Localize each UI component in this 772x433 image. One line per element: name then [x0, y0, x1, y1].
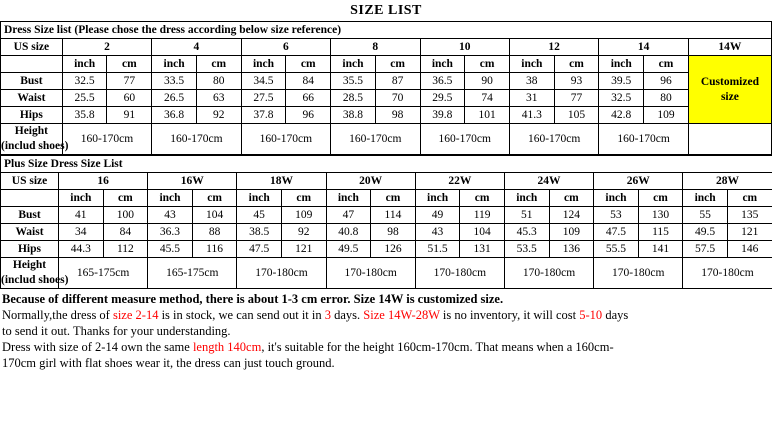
note-4-red-length: length 140cm — [192, 340, 262, 354]
height-value-18w: 170-180cm — [237, 258, 326, 289]
cell: 47 — [326, 207, 371, 224]
cell: 37.8 — [241, 107, 286, 124]
cell: 32.5 — [599, 90, 644, 107]
cell: 104 — [192, 207, 237, 224]
standard-section-heading: Dress Size list (Please chose the dress according below size reference) — [1, 22, 772, 39]
cell: 91 — [107, 107, 152, 124]
cell: 63 — [196, 90, 241, 107]
table-row — [1, 107, 772, 124]
height-value-12: 160-170cm — [509, 124, 598, 155]
height-label-line2: (includ shoes) — [1, 140, 69, 152]
cell: 28.5 — [331, 90, 376, 107]
row-label-bust-plus: Bust — [1, 207, 59, 224]
unit-cm-24w: cm — [549, 190, 594, 207]
size-col-4: 4 — [152, 39, 241, 56]
cell: 93 — [554, 73, 599, 90]
unit-inch-26w: inch — [594, 190, 639, 207]
plus-unit-row — [1, 190, 772, 207]
page-title: SIZE LIST — [350, 3, 422, 18]
cell: 53 — [594, 207, 639, 224]
unit-row-spacer — [1, 56, 63, 73]
cell: 27.5 — [241, 90, 286, 107]
cell: 60 — [107, 90, 152, 107]
cell: 36.8 — [152, 107, 197, 124]
cell: 38.8 — [331, 107, 376, 124]
cell: 39.8 — [420, 107, 465, 124]
cell: 34 — [59, 224, 104, 241]
unit-cm-4: cm — [196, 56, 241, 73]
customized-label-line1: Customized — [700, 75, 759, 88]
size-col-14: 14 — [599, 39, 688, 56]
cell: 115 — [638, 224, 683, 241]
cell: 32.5 — [62, 73, 107, 90]
size-col-8: 8 — [331, 39, 420, 56]
height-value-26w: 170-180cm — [594, 258, 683, 289]
plus-section-heading: Plus Size Dress Size List — [1, 156, 772, 173]
cell: 98 — [375, 107, 420, 124]
cell: 74 — [465, 90, 510, 107]
cell: 29.5 — [420, 90, 465, 107]
table-row — [1, 73, 772, 90]
cell: 41.3 — [509, 107, 554, 124]
cell: 33.5 — [152, 73, 197, 90]
height-value-20w: 170-180cm — [326, 258, 415, 289]
standard-unit-row — [1, 56, 772, 73]
cell: 96 — [286, 107, 331, 124]
customized-label-line2: size — [720, 90, 739, 103]
note-line-3: to send it out. Thanks for your understanding. — [2, 324, 231, 338]
cell: 90 — [465, 73, 510, 90]
cell: 53.5 — [504, 241, 549, 258]
cell: 45.3 — [504, 224, 549, 241]
cell: 105 — [554, 107, 599, 124]
cell: 49.5 — [326, 241, 371, 258]
unit-cm-16w: cm — [192, 190, 237, 207]
row-label-waist-plus: Waist — [1, 224, 59, 241]
plus-size-table — [0, 155, 772, 289]
height-label-line1: Height — [12, 259, 47, 271]
height-value-22w: 170-180cm — [415, 258, 504, 289]
note-line-2 — [2, 307, 770, 323]
cell: 55.5 — [594, 241, 639, 258]
unit-cm-16: cm — [103, 190, 148, 207]
note-line-1: Because of different measure method, there is about 1-3 cm error. Size 14W is customized size. — [2, 292, 504, 306]
row-label-hips: Hips — [1, 107, 63, 124]
size-col-14w: 14W — [688, 39, 771, 56]
cell: 40.8 — [326, 224, 371, 241]
unit-cm-2: cm — [107, 56, 152, 73]
standard-height-row — [1, 124, 772, 155]
cell: 80 — [196, 73, 241, 90]
cell: 49 — [415, 207, 460, 224]
unit-inch-20w: inch — [326, 190, 371, 207]
cell: 44.3 — [59, 241, 104, 258]
cell: 47.5 — [237, 241, 282, 258]
customized-size-cell — [688, 56, 771, 124]
note-2-d: is no inventory, it will cost — [439, 308, 580, 322]
cell: 88 — [192, 224, 237, 241]
note-2-red-days: 3 — [324, 308, 331, 322]
unit-inch-2: inch — [62, 56, 107, 73]
standard-size-table — [0, 21, 772, 155]
cell: 100 — [103, 207, 148, 224]
size-col-26w: 26W — [594, 173, 683, 190]
unit-inch-12: inch — [509, 56, 554, 73]
cell: 25.5 — [62, 90, 107, 107]
height-value-8: 160-170cm — [331, 124, 420, 155]
size-col-18w: 18W — [237, 173, 326, 190]
unit-inch-18w: inch — [237, 190, 282, 207]
note-2-red-lead-days: 5-10 — [579, 308, 603, 322]
cell: 109 — [549, 224, 594, 241]
unit-cm-28w: cm — [727, 190, 772, 207]
height-value-24w: 170-180cm — [504, 258, 593, 289]
unit-inch-4: inch — [152, 56, 197, 73]
note-line-5: 170cm girl with flat shoes wear it, the dress can just touch ground. — [2, 356, 335, 370]
note-2-c: days. — [331, 308, 364, 322]
cell: 36.5 — [420, 73, 465, 90]
height-value-28w: 170-180cm — [683, 258, 772, 289]
cell: 146 — [727, 241, 772, 258]
table-row — [1, 224, 772, 241]
cell: 57.5 — [683, 241, 728, 258]
height-value-14w — [688, 124, 771, 155]
cell: 38.5 — [237, 224, 282, 241]
note-line-4 — [2, 339, 770, 355]
size-col-16: 16 — [59, 173, 148, 190]
cell: 126 — [371, 241, 416, 258]
cell: 101 — [465, 107, 510, 124]
size-col-2: 2 — [62, 39, 151, 56]
us-size-label: US size — [1, 39, 63, 56]
unit-cm-22w: cm — [460, 190, 505, 207]
cell: 135 — [727, 207, 772, 224]
size-col-16w: 16W — [148, 173, 237, 190]
cell: 114 — [371, 207, 416, 224]
plus-section-heading-row — [1, 156, 772, 173]
table-row — [1, 207, 772, 224]
cell: 112 — [103, 241, 148, 258]
unit-inch-6: inch — [241, 56, 286, 73]
cell: 119 — [460, 207, 505, 224]
plus-height-row — [1, 258, 772, 289]
standard-section-heading-row — [1, 22, 772, 39]
unit-inch-10: inch — [420, 56, 465, 73]
height-value-2: 160-170cm — [62, 124, 151, 155]
cell: 109 — [281, 207, 326, 224]
cell: 124 — [549, 207, 594, 224]
notes-section — [0, 289, 772, 371]
us-size-label-plus: US size — [1, 173, 59, 190]
row-label-waist: Waist — [1, 90, 63, 107]
height-value-10: 160-170cm — [420, 124, 509, 155]
cell: 36.3 — [148, 224, 193, 241]
cell: 92 — [196, 107, 241, 124]
size-col-22w: 22W — [415, 173, 504, 190]
unit-inch-16w: inch — [148, 190, 193, 207]
note-2-b: is in stock, we can send out it in — [158, 308, 325, 322]
cell: 77 — [554, 90, 599, 107]
unit-cm-6: cm — [286, 56, 331, 73]
unit-cm-8: cm — [375, 56, 420, 73]
cell: 35.8 — [62, 107, 107, 124]
cell: 77 — [107, 73, 152, 90]
cell: 66 — [286, 90, 331, 107]
height-label-line2: (includ shoes) — [1, 274, 69, 286]
cell: 121 — [281, 241, 326, 258]
cell: 43 — [415, 224, 460, 241]
standard-size-header-row — [1, 39, 772, 56]
cell: 55 — [683, 207, 728, 224]
table-row — [1, 90, 772, 107]
plus-size-header-row — [1, 173, 772, 190]
cell: 51 — [504, 207, 549, 224]
unit-inch-14: inch — [599, 56, 644, 73]
unit-cm-18w: cm — [281, 190, 326, 207]
height-label-plus — [1, 258, 69, 289]
size-col-12: 12 — [509, 39, 598, 56]
cell: 121 — [727, 224, 772, 241]
unit-inch-16: inch — [59, 190, 104, 207]
cell: 131 — [460, 241, 505, 258]
cell: 92 — [281, 224, 326, 241]
unit-row-spacer-plus — [1, 190, 59, 207]
note-4-b: , it's suitable for the height 160cm-170cm. That means when a 160cm- — [261, 340, 614, 354]
cell: 116 — [192, 241, 237, 258]
note-2-a: Normally,the dress of — [2, 308, 113, 322]
note-4-a: Dress with size of 2-14 own the same — [2, 340, 193, 354]
cell: 109 — [644, 107, 689, 124]
size-col-10: 10 — [420, 39, 509, 56]
size-col-28w: 28W — [683, 173, 772, 190]
cell: 84 — [103, 224, 148, 241]
cell: 26.5 — [152, 90, 197, 107]
unit-inch-22w: inch — [415, 190, 460, 207]
cell: 38 — [509, 73, 554, 90]
cell: 39.5 — [599, 73, 644, 90]
height-label-line1: Height — [14, 125, 48, 137]
size-col-6: 6 — [241, 39, 330, 56]
height-value-16: 165-175cm — [59, 258, 148, 289]
cell: 87 — [375, 73, 420, 90]
cell: 70 — [375, 90, 420, 107]
note-2-red-size-range: size 2-14 — [112, 308, 159, 322]
unit-inch-28w: inch — [683, 190, 728, 207]
cell: 45 — [237, 207, 282, 224]
cell: 104 — [460, 224, 505, 241]
height-value-14: 160-170cm — [599, 124, 688, 155]
height-value-6: 160-170cm — [241, 124, 330, 155]
height-value-4: 160-170cm — [152, 124, 241, 155]
cell: 41 — [59, 207, 104, 224]
row-label-bust: Bust — [1, 73, 63, 90]
cell: 43 — [148, 207, 193, 224]
unit-inch-24w: inch — [504, 190, 549, 207]
cell: 98 — [371, 224, 416, 241]
cell: 130 — [638, 207, 683, 224]
cell: 96 — [644, 73, 689, 90]
height-value-16w: 165-175cm — [148, 258, 237, 289]
cell: 45.5 — [148, 241, 193, 258]
cell: 47.5 — [594, 224, 639, 241]
cell: 31 — [509, 90, 554, 107]
unit-cm-26w: cm — [638, 190, 683, 207]
cell: 84 — [286, 73, 331, 90]
table-row — [1, 241, 772, 258]
cell: 141 — [638, 241, 683, 258]
cell: 136 — [549, 241, 594, 258]
cell: 51.5 — [415, 241, 460, 258]
unit-inch-8: inch — [331, 56, 376, 73]
size-col-24w: 24W — [504, 173, 593, 190]
unit-cm-12: cm — [554, 56, 599, 73]
unit-cm-14: cm — [644, 56, 689, 73]
unit-cm-20w: cm — [371, 190, 416, 207]
unit-cm-10: cm — [465, 56, 510, 73]
note-2-e: days — [602, 308, 629, 322]
cell: 35.5 — [331, 73, 376, 90]
cell: 80 — [644, 90, 689, 107]
cell: 42.8 — [599, 107, 644, 124]
row-label-hips-plus: Hips — [1, 241, 59, 258]
cell: 49.5 — [683, 224, 728, 241]
cell: 34.5 — [241, 73, 286, 90]
size-col-20w: 20W — [326, 173, 415, 190]
height-label — [1, 124, 69, 155]
note-2-red-plus-range: Size 14W-28W — [363, 308, 440, 322]
